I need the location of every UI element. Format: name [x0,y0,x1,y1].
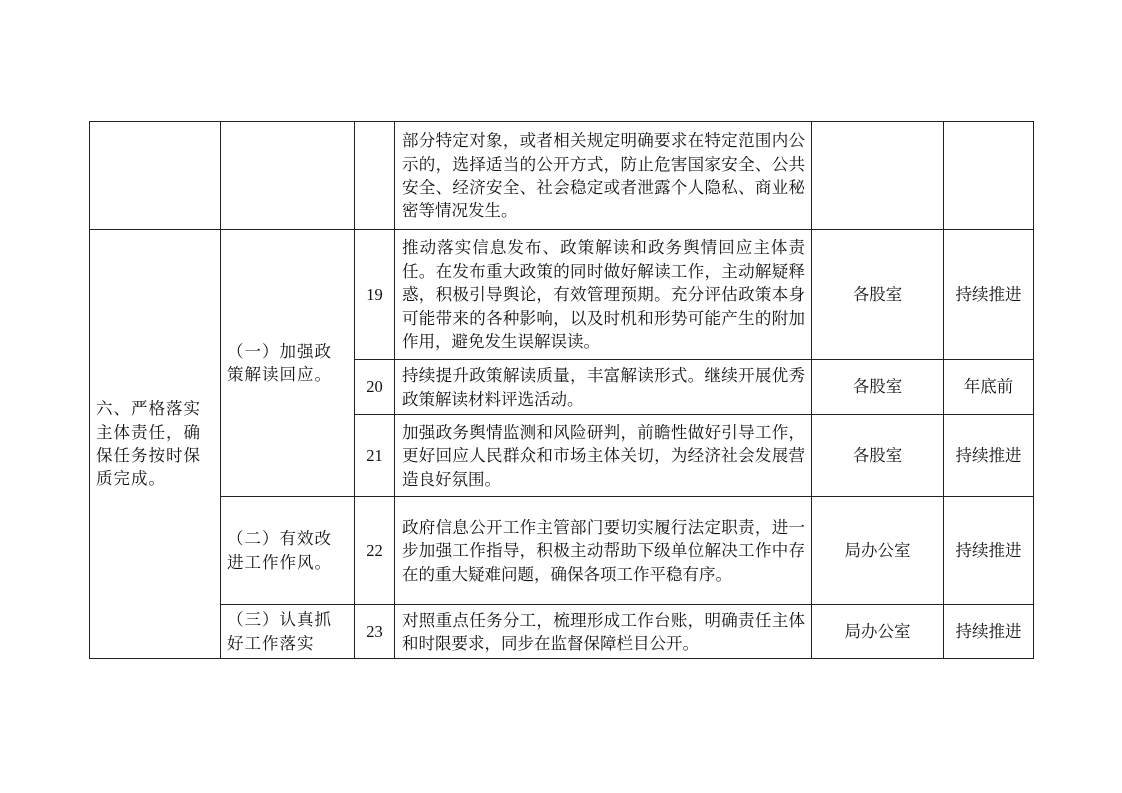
task-number-cell: 19 [355,230,395,360]
category-cell: 六、严格落实主体责任，确保任务按时保质完成。 [90,230,221,659]
task-content-cell: 加强政务舆情监测和风险研判，前瞻性做好引导工作，更好回应人民群众和市场主体关切，为经济社会发展营造良好氛围。 [395,415,812,497]
task-number-cell: 20 [355,360,395,415]
task-table [89,121,1034,659]
task-number-cell: 22 [355,497,395,605]
deadline-cell: 持续推进 [944,415,1034,497]
task-number-cell: 23 [355,605,395,659]
deadline-cell: 持续推进 [944,497,1034,605]
task-content-cell: 推动落实信息发布、政策解读和政务舆情回应主体责任。在发布重大政策的同时做好解读工作，主动解疑释惑，积极引导舆论，有效管理预期。充分评估政策本身可能带来的各种影响，以及时机和形势可能产生的附加作用，避免发生误解误读。 [395,230,812,360]
task-content-cell: 对照重点任务分工，梳理形成工作台账，明确责任主体和时限要求，同步在监督保障栏目公开。 [395,605,812,659]
empty-department-cell [812,122,944,230]
subcategory-cell: （三）认真抓好工作落实 [221,605,355,659]
task-number-cell: 21 [355,415,395,497]
table-row-continuation [90,122,1034,230]
empty-deadline-cell [944,122,1034,230]
empty-number-cell [355,122,395,230]
department-cell: 各股室 [812,230,944,360]
table-row [90,605,1034,659]
department-cell: 各股室 [812,415,944,497]
task-content-cell: 部分特定对象，或者相关规定明确要求在特定范围内公示的，选择适当的公开方式，防止危害国家安全、公共安全、经济安全、社会稳定或者泄露个人隐私、商业秘密等情况发生。 [395,122,812,230]
task-content-cell: 持续提升政策解读质量，丰富解读形式。继续开展优秀政策解读材料评选活动。 [395,360,812,415]
empty-category-cell [90,122,221,230]
deadline-cell: 持续推进 [944,605,1034,659]
table-row [90,230,1034,360]
task-content-cell: 政府信息公开工作主管部门要切实履行法定职责，进一步加强工作指导，积极主动帮助下级单位解决工作中存在的重大疑难问题，确保各项工作平稳有序。 [395,497,812,605]
deadline-cell: 持续推进 [944,230,1034,360]
subcategory-cell: （二）有效改进工作作风。 [221,497,355,605]
department-cell: 各股室 [812,360,944,415]
empty-subcategory-cell [221,122,355,230]
deadline-cell: 年底前 [944,360,1034,415]
subcategory-cell: （一）加强政策解读回应。 [221,230,355,497]
department-cell: 局办公室 [812,605,944,659]
table-row [90,497,1034,605]
department-cell: 局办公室 [812,497,944,605]
